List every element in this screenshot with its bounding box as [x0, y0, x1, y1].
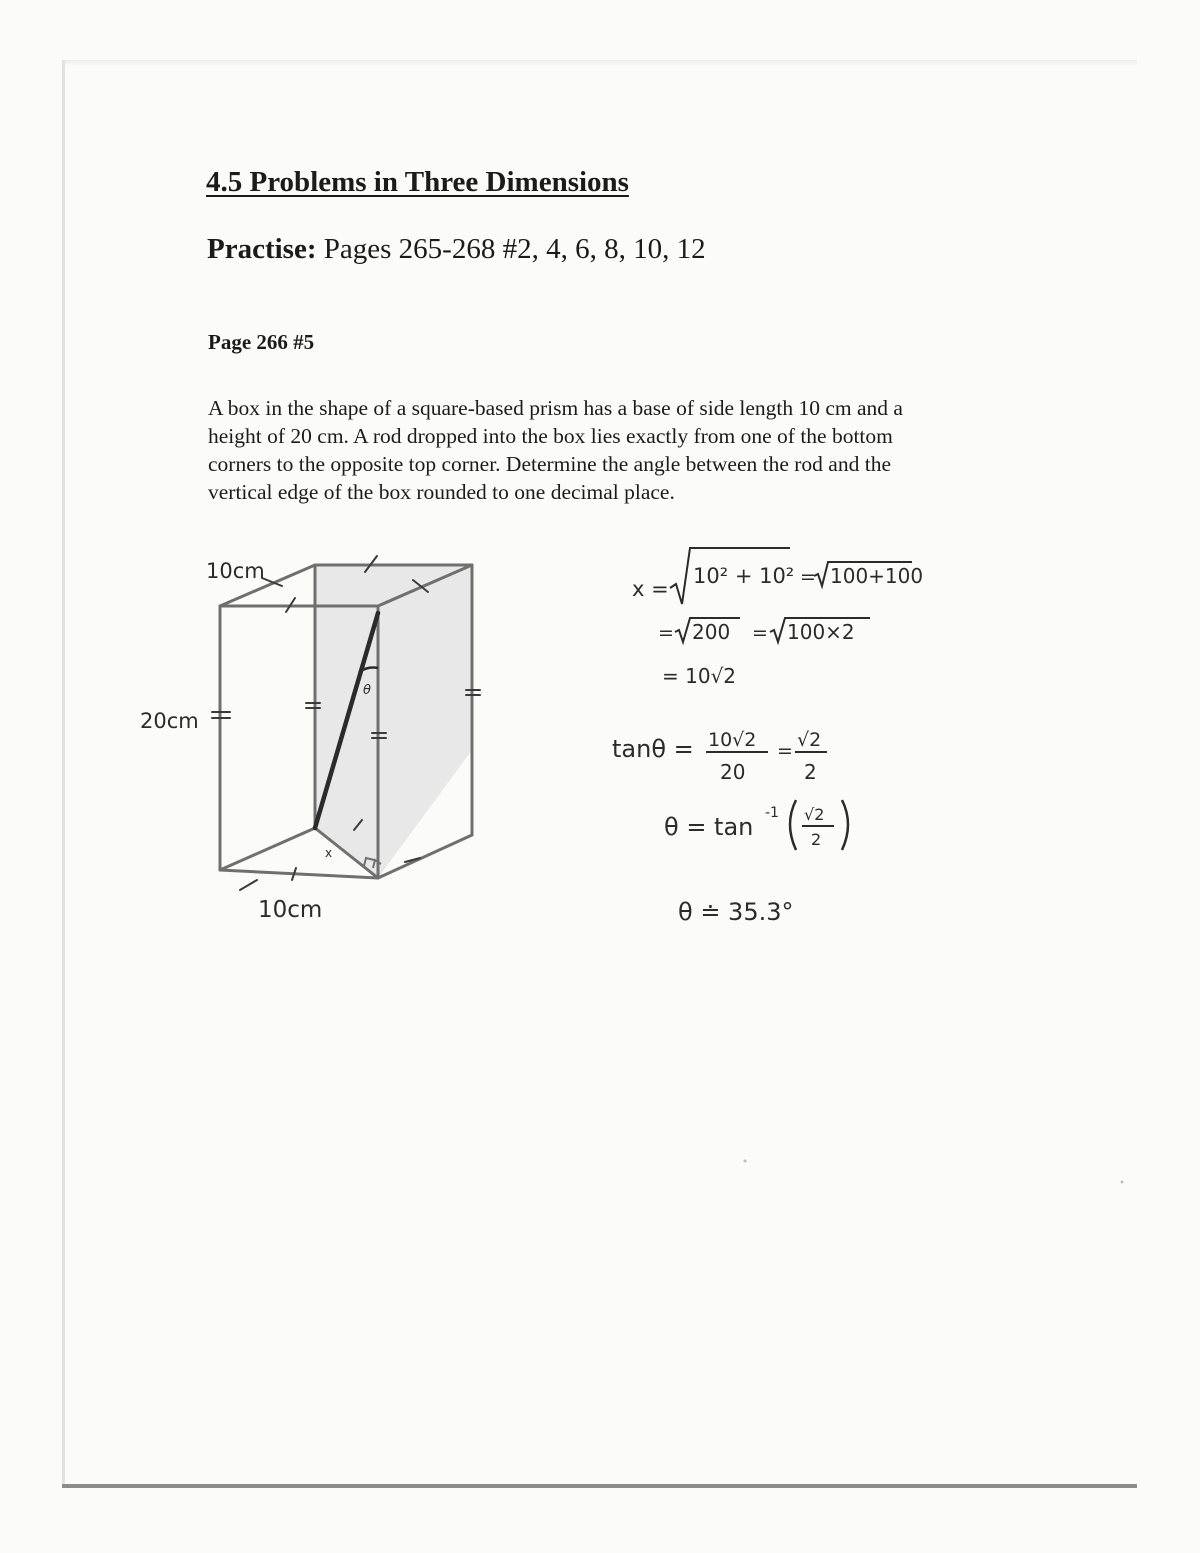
label-top-side: 10cm: [206, 559, 265, 583]
label-theta: θ: [363, 683, 371, 698]
tan-equals: =: [777, 740, 793, 762]
tan-lhs: tanθ =: [612, 735, 694, 763]
theta-lhs: θ = tan: [664, 813, 754, 841]
problem-line: height of 20 cm. A rod dropped into the box lies exactly from one of the bottom: [208, 424, 893, 448]
section-title: 4.5 Problems in Three Dimensions: [206, 166, 629, 198]
tan-numerator: 10√2: [708, 729, 757, 751]
bottom-edge-front: [220, 870, 378, 878]
bottom-edge-left: [220, 828, 315, 870]
solution-work: [612, 548, 923, 926]
solution-line1-radicand2: 100+100: [830, 564, 924, 588]
label-height: 20cm: [140, 709, 199, 733]
solution-line2-equals: =: [658, 622, 674, 644]
theta-denominator: 2: [811, 830, 822, 849]
scan-speck: [1121, 1181, 1124, 1184]
problem-reference: Page 266 #5: [208, 330, 315, 354]
theta-exponent: -1: [765, 805, 779, 821]
label-bottom-side: 10cm: [258, 897, 323, 923]
tan-denominator: 20: [720, 760, 746, 784]
right-paren: [842, 800, 848, 850]
solution-line1-radicand: 10² + 10²: [693, 564, 795, 588]
practise-pages: Pages 265-268 #2, 4, 6, 8, 10, 12: [323, 233, 706, 265]
scan-speck: [744, 1160, 747, 1163]
practise-label: Practise:: [207, 233, 317, 265]
scan-edge-bottom: [62, 1484, 1137, 1488]
solution-line1-equals: =: [800, 566, 816, 588]
problem-line: corners to the opposite top corner. Determine the angle between the rod and the: [208, 452, 891, 476]
label-diagonal-x: x: [325, 846, 333, 860]
problem-line: A box in the shape of a square-based prism has a base of side length 10 cm and a: [208, 396, 903, 420]
solution-line3: = 10√2: [662, 664, 737, 688]
solution-line2-radicand2: 100×2: [787, 620, 855, 644]
problem-line: vertical edge of the box rounded to one decimal place.: [208, 480, 675, 504]
theta-numerator: √2: [804, 805, 825, 824]
tan-numerator2: √2: [797, 729, 822, 751]
box-diagram: [140, 556, 480, 923]
left-paren: [790, 800, 796, 850]
solution-line2-radicand: 200: [692, 620, 731, 644]
tan-denominator2: 2: [804, 760, 817, 784]
solution-line2-equals2: =: [752, 622, 768, 644]
tick-mark: [240, 880, 257, 890]
solution-line1-lhs: x =: [632, 577, 669, 601]
final-answer: θ ≐ 35.3°: [678, 898, 794, 926]
shaded-back-face: [315, 565, 472, 878]
